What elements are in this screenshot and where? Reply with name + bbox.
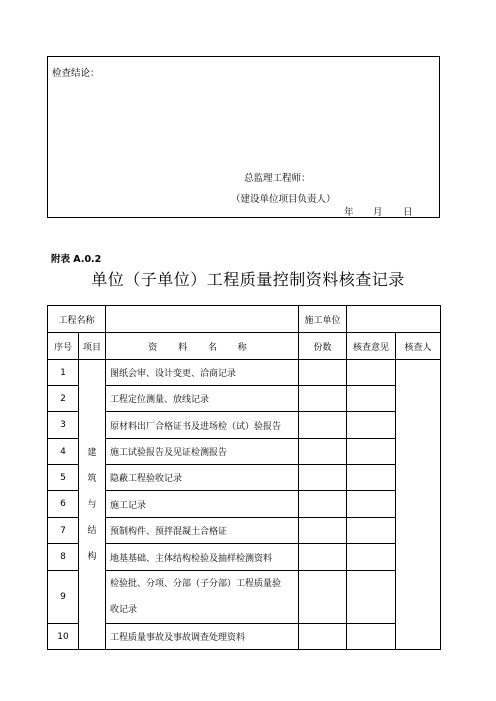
check-opinion-header: 核查意见 (347, 333, 396, 360)
row-material-name: 工程定位测量、放线记录 (106, 386, 299, 412)
seq-header: 序号 (48, 333, 79, 360)
row-check-opinion (347, 624, 396, 650)
copies-header: 份数 (299, 333, 347, 360)
table-row (48, 491, 441, 518)
table-row (48, 624, 441, 650)
row-copies (299, 360, 347, 386)
row-seq: 3 (48, 412, 79, 439)
item-header: 项目 (79, 333, 106, 360)
row-seq: 7 (48, 518, 79, 544)
row-check-opinion (347, 518, 396, 544)
row-check-opinion (347, 439, 396, 465)
date-month-label: 月 (373, 207, 383, 218)
row-seq: 1 (48, 360, 79, 386)
row-copies (299, 465, 347, 491)
row-check-opinion (347, 491, 396, 518)
owner-representative-label: （建设单位项目负责人） (231, 194, 336, 205)
table-row (48, 465, 441, 491)
table-row (48, 571, 441, 624)
row-material-name: 预制构件、预拌混凝土合格证 (106, 518, 299, 544)
chief-supervisor-label: 总监理工程师： (244, 173, 311, 184)
row-seq: 10 (48, 624, 79, 650)
row-copies (299, 518, 347, 544)
appendix-label: 附表 A.0.2 (51, 254, 102, 265)
project-info-row (48, 306, 441, 333)
row-material-name: 地基基础、主体结构检验及抽样检测资料 (106, 544, 299, 571)
construction-unit-value (347, 306, 441, 333)
table-row (48, 518, 441, 544)
row-check-opinion (347, 465, 396, 491)
column-header-row (48, 333, 441, 360)
row-material-name: 图纸会审、设计变更、洽商记录 (106, 360, 299, 386)
construction-unit-label: 施工单位 (299, 306, 347, 333)
table-row (48, 386, 441, 412)
row-seq: 4 (48, 439, 79, 465)
material-name-header: 资 料 名 称 (106, 333, 299, 360)
table-row (48, 412, 441, 439)
quality-control-records-table (47, 305, 441, 650)
row-seq: 9 (48, 571, 79, 624)
row-copies (299, 624, 347, 650)
row-material-name: 隐蔽工程验收记录 (106, 465, 299, 491)
conclusion-label: 检查结论： (52, 68, 100, 79)
inspection-conclusion-box (47, 56, 440, 218)
row-copies (299, 544, 347, 571)
row-copies (299, 386, 347, 412)
row-material-name: 施工试验报告及见证检测报告 (106, 439, 299, 465)
row-copies (299, 412, 347, 439)
row-seq: 6 (48, 491, 79, 518)
row-material-name: 工程质量事故及事故调查处理资料 (106, 624, 299, 650)
row-check-opinion (347, 544, 396, 571)
row-copies (299, 571, 347, 624)
row-seq: 2 (48, 386, 79, 412)
checker-header: 核查人 (396, 333, 441, 360)
date-year-label: 年 (344, 207, 354, 218)
row-copies (299, 491, 347, 518)
row-check-opinion (347, 571, 396, 624)
table-row (48, 544, 441, 571)
row-check-opinion (347, 412, 396, 439)
date-day-label: 日 (403, 207, 413, 218)
row-check-opinion (347, 386, 396, 412)
table-row (48, 360, 441, 386)
row-material-name: 检验批、分项、分部（子分部）工程质量验 收记录 (106, 571, 299, 624)
row-check-opinion (347, 360, 396, 386)
checker-cell (396, 360, 441, 650)
row-seq: 5 (48, 465, 79, 491)
row-seq: 8 (48, 544, 79, 571)
project-name-value (106, 306, 299, 333)
project-name-label: 工程名称 (48, 306, 106, 333)
page-title: 单位（子单位）工程质量控制资料核查记录 (91, 270, 405, 289)
category-building-structure: 建 筑 与 结 构 (79, 360, 106, 650)
table-row (48, 439, 441, 465)
row-copies (299, 439, 347, 465)
row-material-name: 原材料出厂合格证书及进场检（试）验报告 (106, 412, 299, 439)
row-material-name: 施工记录 (106, 491, 299, 518)
